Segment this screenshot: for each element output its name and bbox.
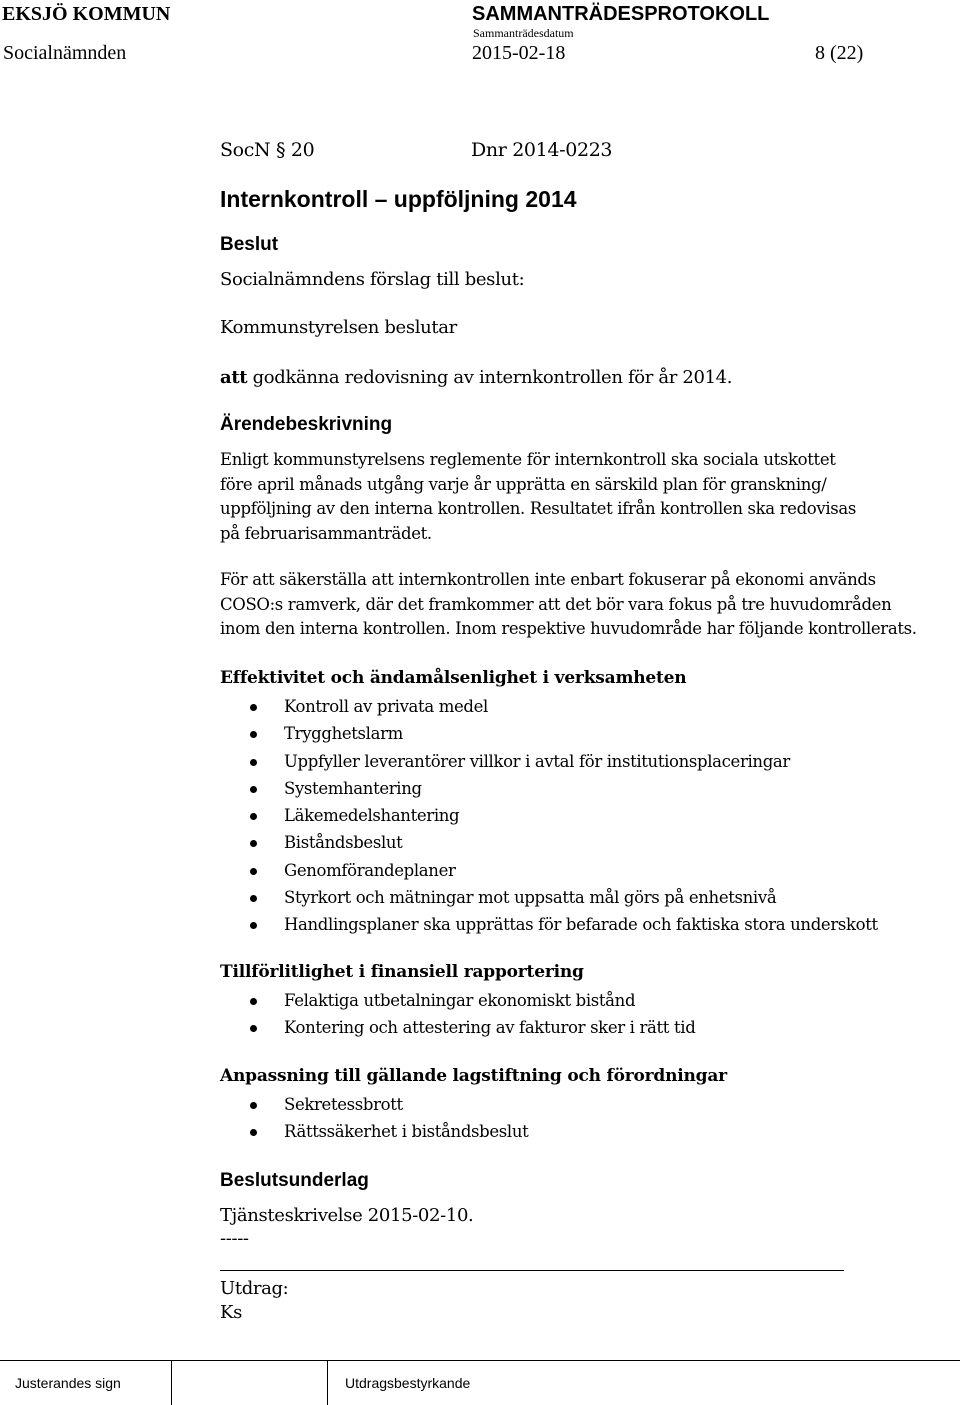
paragraph-line: före april månads utgång varje år upprätta en särskild plan för granskning/ <box>220 474 827 494</box>
list-item-text: Felaktiga utbetalningar ekonomiskt bistånd <box>284 991 636 1010</box>
list-item <box>220 693 878 720</box>
paragraph-line: COSO:s ramverk, där det framkommer att det bör vara fokus på tre huvudområden <box>220 594 892 614</box>
list-item-text: Handlingsplaner ska upprättas för befarade och faktiska stora underskott <box>284 915 878 935</box>
page-number: 8 (22) <box>815 42 864 64</box>
list-item <box>220 987 695 1014</box>
list-item <box>220 775 878 802</box>
bullet-icon <box>250 1025 257 1032</box>
underlag-document: Tjänsteskrivelse 2015-02-10. <box>220 1205 474 1226</box>
protocol-title: SAMMANTRÄDESPROTOKOLL <box>472 3 770 25</box>
area-heading-lagstiftning: Anpassning till gällande lagstiftning och förordningar <box>220 1066 727 1086</box>
bullet-icon <box>250 759 257 766</box>
bullet-icon <box>250 1102 257 1109</box>
list-item <box>220 884 878 911</box>
list-item-text: Genomförandeplaner <box>284 860 456 880</box>
list-item-text: Systemhantering <box>284 778 422 798</box>
arende-paragraph-2 <box>220 568 960 642</box>
list-item <box>220 857 878 884</box>
list-item-text: Styrkort och mätningar mot uppsatta mål görs på enhetsnivå <box>284 888 777 908</box>
utdrag-recipient: Ks <box>220 1302 242 1323</box>
list-item-text: Sekretessbrott <box>284 1095 403 1114</box>
utdragsbestyrkande-label: Utdragsbestyrkande <box>345 1375 471 1391</box>
list-item-text: Trygghetslarm <box>284 724 403 744</box>
list-item <box>220 1118 528 1145</box>
date-label: Sammanträdesdatum <box>473 26 574 40</box>
area-list-effektivitet <box>220 693 878 939</box>
bullet-icon <box>250 786 257 793</box>
att-keyword: att <box>220 367 248 388</box>
area-list-lagstiftning <box>220 1091 528 1146</box>
underlag-heading: Beslutsunderlag <box>220 1170 369 1191</box>
list-item-text: Biståndsbeslut <box>284 833 403 853</box>
bullet-icon <box>250 813 257 820</box>
bullet-icon <box>250 840 257 847</box>
area-list-finansiell <box>220 987 695 1042</box>
paragraph-line: uppföljning av den interna kontrollen. Resultatet ifrån kontrollen ska redovisas <box>220 499 857 518</box>
beslut-heading: Beslut <box>220 234 279 255</box>
item-reference: SocN § 20 <box>220 139 315 161</box>
list-item <box>220 829 878 856</box>
meeting-date: 2015-02-18 <box>472 42 566 64</box>
att-text: godkänna redovisning av internkontrollen för år 2014. <box>247 367 733 388</box>
paragraph-line: på februarisammanträdet. <box>220 523 432 543</box>
paragraph-line: inom den interna kontrollen. Inom respektive huvudområde har följande kontrollerats. <box>220 619 917 638</box>
list-item-text: Rättssäkerhet i biståndsbeslut <box>284 1122 529 1142</box>
beslut-proposal: Socialnämndens förslag till beslut: <box>220 269 525 290</box>
bullet-icon <box>250 1129 257 1136</box>
list-item <box>220 802 878 829</box>
area-heading-finansiell: Tillförlitlighet i finansiell rapportering <box>220 962 584 982</box>
signature-footer <box>0 1360 960 1405</box>
divider-line <box>220 1270 844 1271</box>
bullet-icon <box>250 704 257 711</box>
utdrag-label: Utdrag: <box>220 1278 289 1299</box>
bullet-icon <box>250 731 257 738</box>
bullet-icon <box>250 895 257 902</box>
list-item <box>220 720 878 747</box>
bullet-icon <box>250 868 257 875</box>
paragraph-line: För att säkerställa att internkontrollen inte enbart fokuserar på ekonomi används <box>220 570 876 589</box>
diary-number: Dnr 2014-0223 <box>471 139 613 161</box>
department-name: Socialnämnden <box>3 42 127 64</box>
list-item <box>220 748 878 775</box>
justerandes-sign-label: Justerandes sign <box>15 1375 121 1391</box>
beslut-att-line <box>220 367 732 388</box>
list-item-text: Läkemedelshantering <box>284 806 460 826</box>
footer-divider <box>327 1361 328 1405</box>
list-item-text: Uppfyller leverantörer villkor i avtal för institutionsplaceringar <box>284 751 790 771</box>
arende-heading: Ärendebeskrivning <box>220 414 393 435</box>
list-item <box>220 911 878 938</box>
bullet-icon <box>250 922 257 929</box>
paragraph-line: Enligt kommunstyrelsens reglemente för internkontroll ska sociala utskottet <box>220 450 836 469</box>
beslut-decider: Kommunstyrelsen beslutar <box>220 317 457 338</box>
list-item-text: Kontering och attestering av fakturor sker i rätt tid <box>284 1018 696 1038</box>
arende-paragraph-1 <box>220 448 960 546</box>
separator-dashes: ----- <box>220 1228 249 1249</box>
footer-divider <box>171 1361 172 1405</box>
list-item-text: Kontroll av privata medel <box>284 697 488 716</box>
list-item <box>220 1014 695 1041</box>
bullet-icon <box>250 998 257 1005</box>
item-title: Internkontroll – uppföljning 2014 <box>220 186 577 212</box>
list-item <box>220 1091 528 1118</box>
area-heading-effektivitet: Effektivitet och ändamålsenlighet i verksamheten <box>220 668 687 688</box>
org-name: EKSJÖ KOMMUN <box>2 3 171 25</box>
